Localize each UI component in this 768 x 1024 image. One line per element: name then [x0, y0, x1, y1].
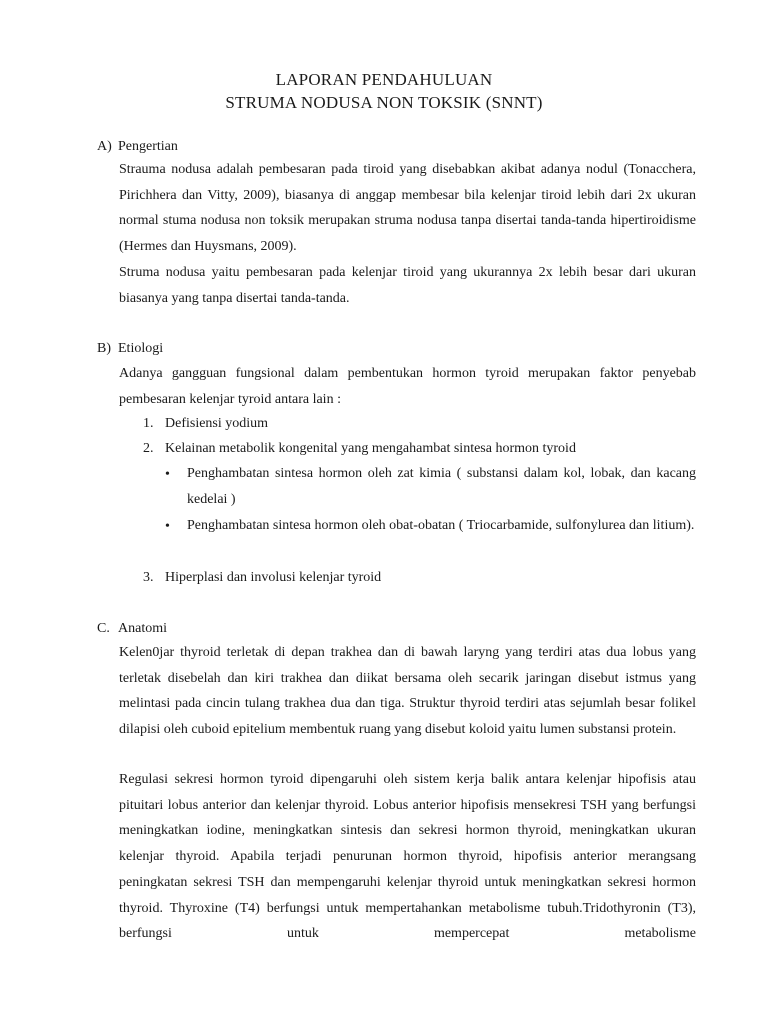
list-item-text: Hiperplasi dan involusi kelenjar tyroid [165, 570, 382, 585]
list-item-number: 1. [143, 416, 154, 431]
document-subtitle: STRUMA NODUSA NON TOKSIK (SNNT) [225, 93, 543, 112]
bullet-icon: • [165, 467, 170, 482]
bullet-text: Penghambatan sintesa hormon oleh zat kimia ( substansi dalam kol, lobak, dan kacang kedelai ) [187, 466, 696, 507]
list-item-number: 3. [143, 570, 154, 585]
bullet-icon: • [165, 519, 170, 534]
section-b-letter: B) [97, 341, 111, 356]
section-a-letter: A) [97, 139, 112, 154]
section-a-paragraph-1: Strauma nodusa adalah pembesaran pada tiroid yang disebabkan akibat adanya nodul (Tonacchera, Pirichhera dan Vitty, 2009), biasanya di anggap membesar bila kelenjar tiroid lebih dari 2x ukuran normal stuma nodusa non toksik merupakan struma nodusa tanpa disertai tanda-tanda hipertiroidisme (Hermes dan Huysmans, 2009). [119, 162, 696, 255]
bullet-text: Penghambatan sintesa hormon oleh obat-obatan ( Triocarbamide, sulfonylurea dan litium). [187, 518, 695, 533]
list-item-text: Defisiensi yodium [165, 416, 269, 431]
section-a-title: Pengertian [118, 139, 178, 154]
section-a-paragraph-2: Struma nodusa yaitu pembesaran pada kelenjar tiroid yang ukurannya 2x lebih besar dari ukuran biasanya yang tanpa disertai tanda-tanda. [119, 265, 696, 306]
section-b-title: Etiologi [118, 341, 164, 356]
section-c-paragraph-1: Kelen0jar thyroid terletak di depan trakhea dan di bawah laryng yang terdiri atas dua lobus yang terletak disebelah dan kiri trakhea dan diikat bersama oleh secarik jaringan disebut istmus yang melintasi pada cincin tulang trakhea dua dan tiga. Struktur thyroid terdiri atas sejumlah besar folikel dilapisi oleh cuboid epitelium membentuk ruang yang disebut koloid yaitu lumen substansi protein. [119, 645, 696, 738]
section-c-letter: C. [97, 621, 110, 636]
section-c-title: Anatomi [118, 621, 167, 636]
document-title: LAPORAN PENDAHULUAN [275, 70, 493, 89]
section-b-intro: Adanya gangguan fungsional dalam pembentukan hormon tyroid merupakan faktor penyebab pembesaran kelenjar tyroid antara lain : [119, 366, 696, 407]
list-item-text: Kelainan metabolik kongenital yang mengahambat sintesa hormon tyroid [165, 441, 576, 456]
section-c-paragraph-2: Regulasi sekresi hormon tyroid dipengaruhi oleh sistem kerja balik antara kelenjar hipofisis atau pituitari lobus anterior dan kelenjar thyroid. Lobus anterior hipofisis mensekresi TSH yang berfungsi meningkatkan iodine, meningkatkan sintesis dan sekresi hormon thyroid, meningkatkan ukuran kelenjar thyroid. Apabila terjadi penurunan hormon thyroid, hipofisis anterior merangsang peningkatan sekresi TSH dan mempengaruhi kelenjar thyroid untuk meningkatkan sekresi hormon thyroid. Thyroxine (T4) berfungsi untuk mempertahankan metabolisme tubuh.Tridothyronin (T3), berfungsi untuk mempercepat metabolisme [119, 772, 696, 942]
list-item-number: 2. [143, 441, 154, 456]
